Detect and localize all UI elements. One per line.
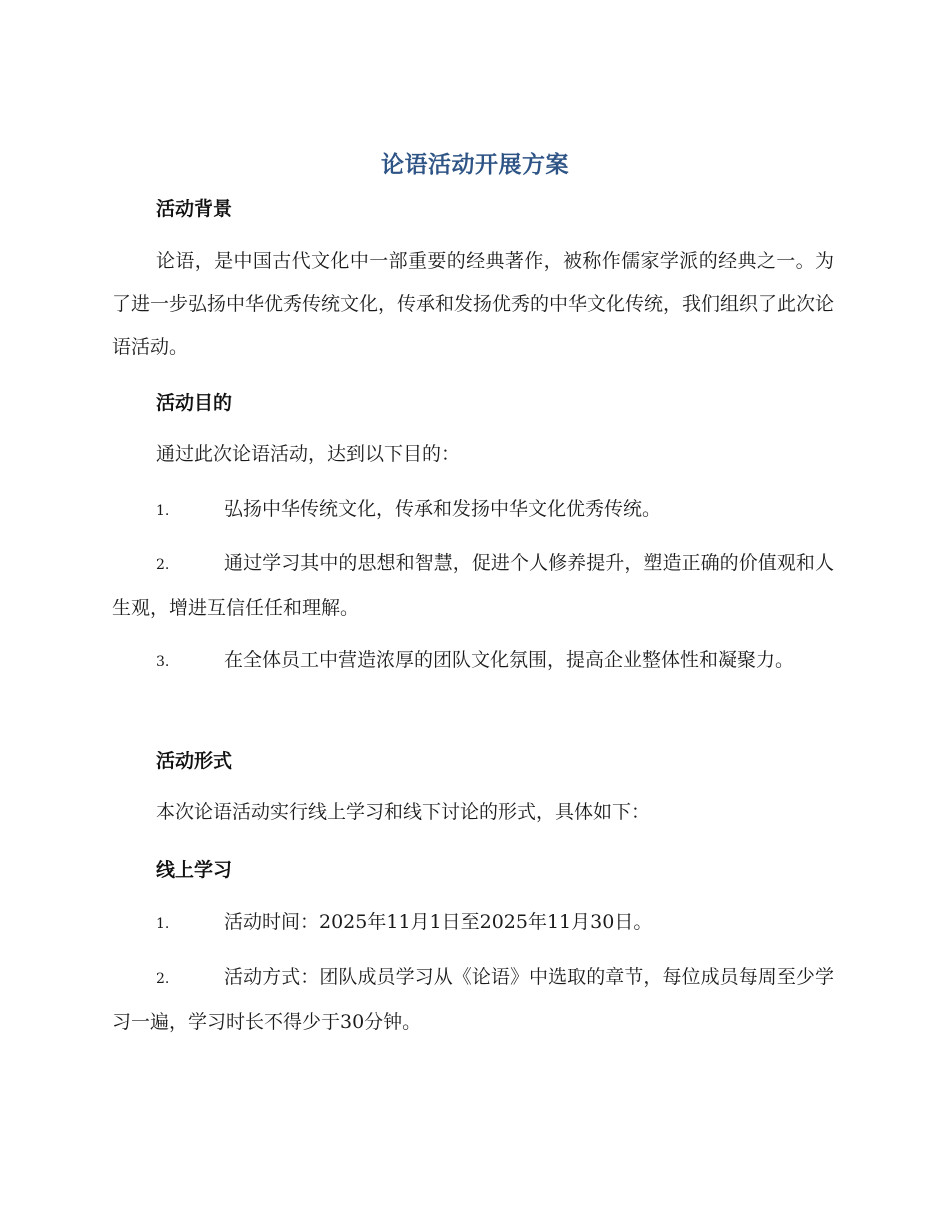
document-title: 论语活动开展方案	[381, 152, 569, 178]
list-item-text: 活动时间：2025年11月1日至2025年11月30日。	[224, 911, 653, 933]
heading-background: 活动背景	[156, 198, 233, 220]
list-item-text: 通过学习其中的思想和智慧，促进个人修养提升，塑造正确的价值观和人生观，增进互信任任和理解。	[112, 552, 834, 619]
list-item-online-2: 2. 活动方式：团队成员学习从《论语》中选取的章节，每位成员每周至少学习一遍，学习时长不得少于30分钟。	[112, 966, 834, 1033]
heading-format: 活动形式	[156, 750, 233, 772]
paragraph-background: 论语，是中国古代文化中一部重要的经典著作，被称作儒家学派的经典之一。为了进一步弘扬中华优秀传统文化，传承和发扬优秀的中华文化传统，我们组织了此次论语活动。	[112, 250, 835, 358]
list-item-purpose-1: 1. 弘扬中华传统文化，传承和发扬中华文化优秀传统。	[156, 498, 662, 520]
heading-purpose: 活动目的	[156, 392, 233, 414]
heading-online: 线上学习	[156, 859, 233, 881]
list-item-text: 弘扬中华传统文化，传承和发扬中华文化优秀传统。	[224, 498, 662, 520]
list-item-text: 活动方式：团队成员学习从《论语》中选取的章节，每位成员每周至少学习一遍，学习时长不得少于30分钟。	[112, 966, 834, 1033]
paragraph-purpose-intro: 通过此次论语活动，达到以下目的：	[156, 443, 461, 465]
list-item-text: 在全体员工中营造浓厚的团队文化氛围，提高企业整体性和凝聚力。	[224, 649, 795, 671]
list-item-purpose-2: 2. 通过学习其中的思想和智慧，促进个人修养提升，塑造正确的价值观和人生观，增进互信任任和理解。	[112, 552, 834, 619]
list-item-purpose-3: 3. 在全体员工中营造浓厚的团队文化氛围，提高企业整体性和凝聚力。	[156, 649, 795, 671]
paragraph-format-intro: 本次论语活动实行线上学习和线下讨论的形式，具体如下：	[156, 801, 651, 823]
list-item-online-1: 1. 活动时间：2025年11月1日至2025年11月30日。	[156, 911, 653, 933]
